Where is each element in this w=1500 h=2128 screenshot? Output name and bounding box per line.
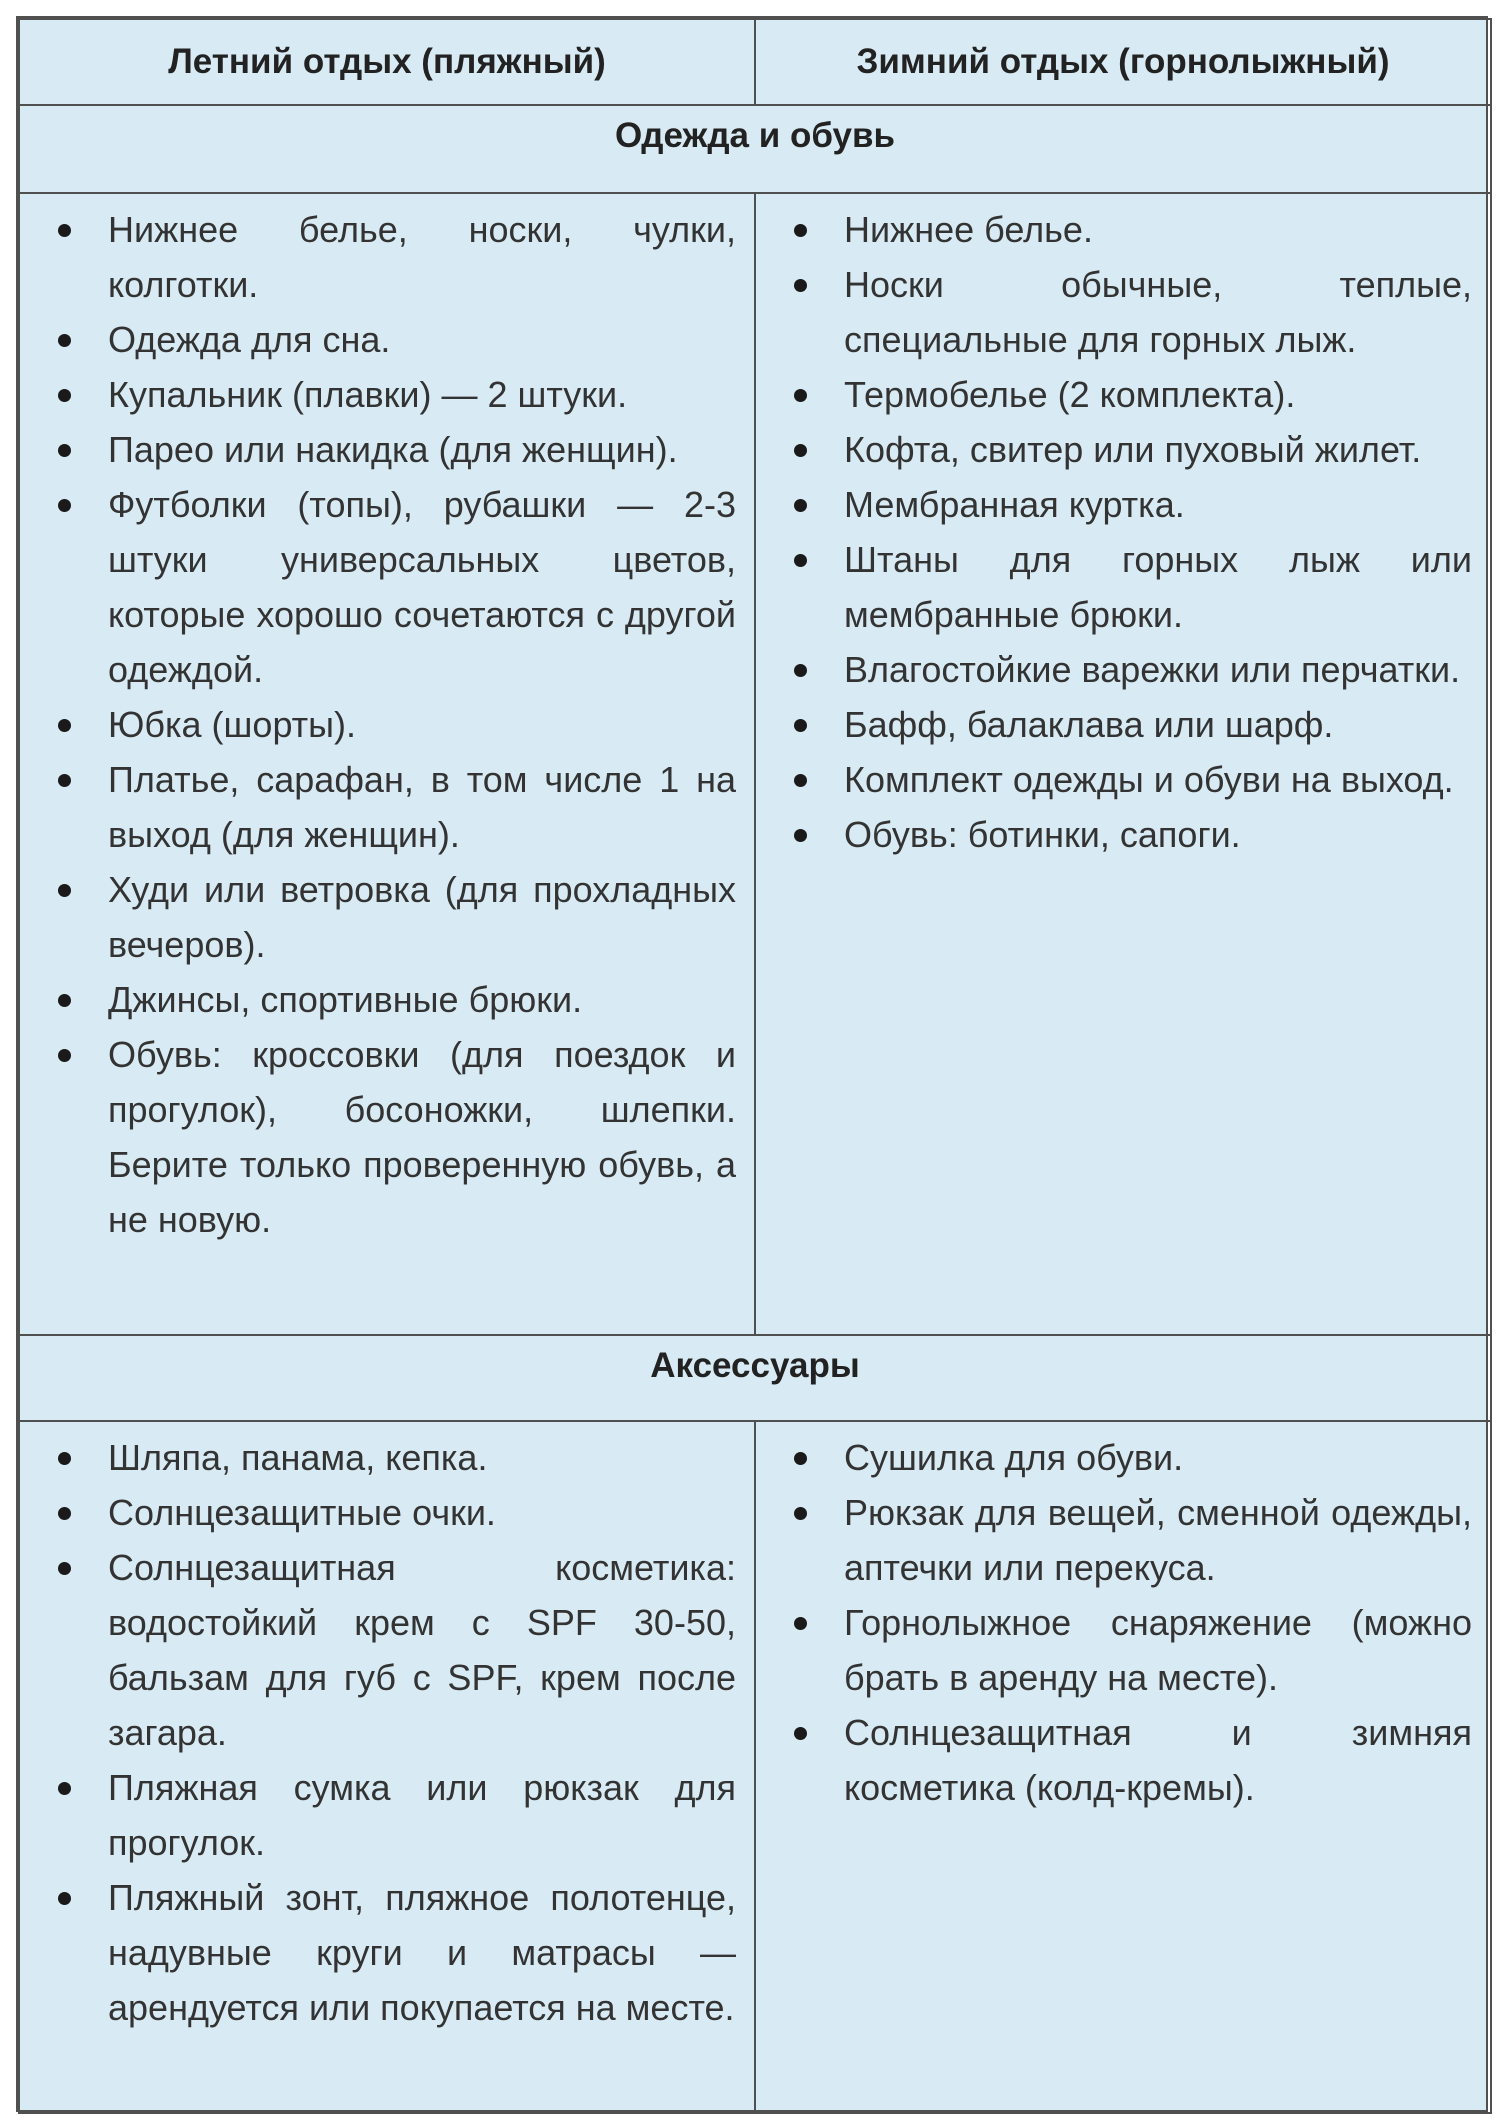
- bullet-icon: [58, 1892, 71, 1905]
- list-item: [38, 1540, 736, 1760]
- winter-accessories-cell: [755, 1421, 1491, 2113]
- summer-accessories-cell: [19, 1421, 755, 2113]
- list-item: [774, 367, 1472, 422]
- list-item: [38, 202, 736, 312]
- list-item: [774, 257, 1472, 367]
- list-item: [774, 807, 1472, 862]
- accessories-items-row: [19, 1421, 1491, 2113]
- list-item-text: Сушилка для обуви.: [844, 1437, 1184, 1478]
- list-item-text: Нижнее белье, носки, чулки, колготки.: [108, 209, 736, 305]
- bullet-icon: [794, 499, 807, 512]
- packing-table: [16, 16, 1488, 2112]
- list-item-text: Влагостойкие варежки или перчатки.: [844, 649, 1461, 690]
- list-item: [38, 752, 736, 862]
- summer-column-header: Летний отдых (пляжный): [19, 19, 755, 105]
- clothing-items-row: [19, 193, 1491, 1335]
- bullet-icon: [58, 719, 71, 732]
- bullet-icon: [58, 389, 71, 402]
- bullet-icon: [794, 554, 807, 567]
- bullet-icon: [794, 664, 807, 677]
- list-item: [38, 1760, 736, 1870]
- list-item-text: Одежда для сна.: [108, 319, 391, 360]
- winter-clothing-list: [774, 202, 1472, 862]
- list-item-text: Горнолыжное снаряжение (можно брать в аренду на месте).: [844, 1602, 1472, 1698]
- list-item-text: Солнцезащитная косметика: водостойкий крем с SPF 30-50, бальзам для губ с SPF, крем после загара.: [108, 1547, 736, 1753]
- list-item-text: Худи или ветровка (для прохладных вечеров).: [108, 869, 736, 965]
- list-item-text: Штаны для горных лыж или мембранные брюки.: [844, 539, 1472, 635]
- header-row: [19, 19, 1491, 105]
- section-title-accessories: Аксессуары: [19, 1335, 1491, 1421]
- list-item: [774, 1485, 1472, 1595]
- list-item: [38, 1485, 736, 1540]
- list-item: [38, 862, 736, 972]
- list-item-text: Кофта, свитер или пуховый жилет.: [844, 429, 1422, 470]
- list-item-text: Мембранная куртка.: [844, 484, 1185, 525]
- list-item-text: Пляжная сумка или рюкзак для прогулок.: [108, 1767, 736, 1863]
- list-item-text: Юбка (шорты).: [108, 704, 357, 745]
- list-item: [774, 752, 1472, 807]
- packing-table-grid: [18, 18, 1492, 2114]
- list-item-text: Солнцезащитные очки.: [108, 1492, 496, 1533]
- bullet-icon: [794, 1727, 807, 1740]
- list-item-text: Пляжный зонт, пляжное полотенце, надувные круги и матрасы — арендуется или покупается на месте.: [108, 1877, 736, 2028]
- bullet-icon: [794, 444, 807, 457]
- list-item-text: Джинсы, спортивные брюки.: [108, 979, 583, 1020]
- bullet-icon: [58, 774, 71, 787]
- winter-clothing-cell: [755, 193, 1491, 1335]
- list-item: [38, 477, 736, 697]
- bullet-icon: [794, 829, 807, 842]
- list-item: [774, 1705, 1472, 1815]
- bullet-icon: [58, 334, 71, 347]
- bullet-icon: [794, 774, 807, 787]
- summer-clothing-cell: [19, 193, 755, 1335]
- list-item: [38, 972, 736, 1027]
- bullet-icon: [794, 389, 807, 402]
- list-item: [38, 422, 736, 477]
- list-item: [38, 312, 736, 367]
- section-title-clothing: Одежда и обувь: [19, 105, 1491, 193]
- bullet-icon: [58, 1782, 71, 1795]
- winter-column-header: Зимний отдых (горнолыжный): [755, 19, 1491, 105]
- list-item: [774, 422, 1472, 477]
- list-item-text: Обувь: ботинки, сапоги.: [844, 814, 1241, 855]
- list-item-text: Парео или накидка (для женщин).: [108, 429, 678, 470]
- bullet-icon: [58, 1452, 71, 1465]
- list-item: [38, 697, 736, 752]
- section-row-accessories: [19, 1335, 1491, 1421]
- list-item: [774, 1595, 1472, 1705]
- list-item: [774, 642, 1472, 697]
- list-item-text: Рюкзак для вещей, сменной одежды, аптечки или перекуса.: [844, 1492, 1472, 1588]
- list-item-text: Платье, сарафан, в том числе 1 на выход (для женщин).: [108, 759, 736, 855]
- list-item: [774, 477, 1472, 532]
- bullet-icon: [58, 994, 71, 1007]
- list-item-text: Солнцезащитная и зимняя косметика (колд-кремы).: [844, 1712, 1472, 1808]
- list-item-text: Шляпа, панама, кепка.: [108, 1437, 488, 1478]
- list-item-text: Купальник (плавки) — 2 штуки.: [108, 374, 628, 415]
- list-item: [774, 697, 1472, 752]
- list-item-text: Бафф, балаклава или шарф.: [844, 704, 1334, 745]
- bullet-icon: [58, 499, 71, 512]
- bullet-icon: [794, 719, 807, 732]
- bullet-icon: [58, 224, 71, 237]
- bullet-icon: [58, 884, 71, 897]
- list-item-text: Обувь: кроссовки (для поездок и прогулок), босоножки, шлепки. Берите только проверенную обувь, а не новую.: [108, 1034, 736, 1240]
- list-item: [38, 367, 736, 422]
- list-item-text: Комплект одежды и обуви на выход.: [844, 759, 1454, 800]
- bullet-icon: [58, 444, 71, 457]
- bullet-icon: [794, 279, 807, 292]
- list-item-text: Термобелье (2 комплекта).: [844, 374, 1296, 415]
- bullet-icon: [794, 1452, 807, 1465]
- winter-accessories-list: [774, 1430, 1472, 1815]
- list-item: [38, 1430, 736, 1485]
- list-item-text: Нижнее белье.: [844, 209, 1093, 250]
- bullet-icon: [794, 1507, 807, 1520]
- list-item: [774, 532, 1472, 642]
- list-item-text: Носки обычные, теплые, специальные для горных лыж.: [844, 264, 1472, 360]
- bullet-icon: [58, 1507, 71, 1520]
- list-item: [774, 1430, 1472, 1485]
- section-row-clothing: [19, 105, 1491, 193]
- bullet-icon: [58, 1562, 71, 1575]
- summer-clothing-list: [38, 202, 736, 1247]
- list-item: [38, 1870, 736, 2035]
- list-item: [774, 202, 1472, 257]
- bullet-icon: [794, 224, 807, 237]
- bullet-icon: [794, 1617, 807, 1630]
- list-item: [38, 1027, 736, 1247]
- list-item-text: Футболки (топы), рубашки — 2-3 штуки универсальных цветов, которые хорошо сочетаются с другой одеждой.: [108, 484, 736, 690]
- bullet-icon: [58, 1049, 71, 1062]
- summer-accessories-list: [38, 1430, 736, 2035]
